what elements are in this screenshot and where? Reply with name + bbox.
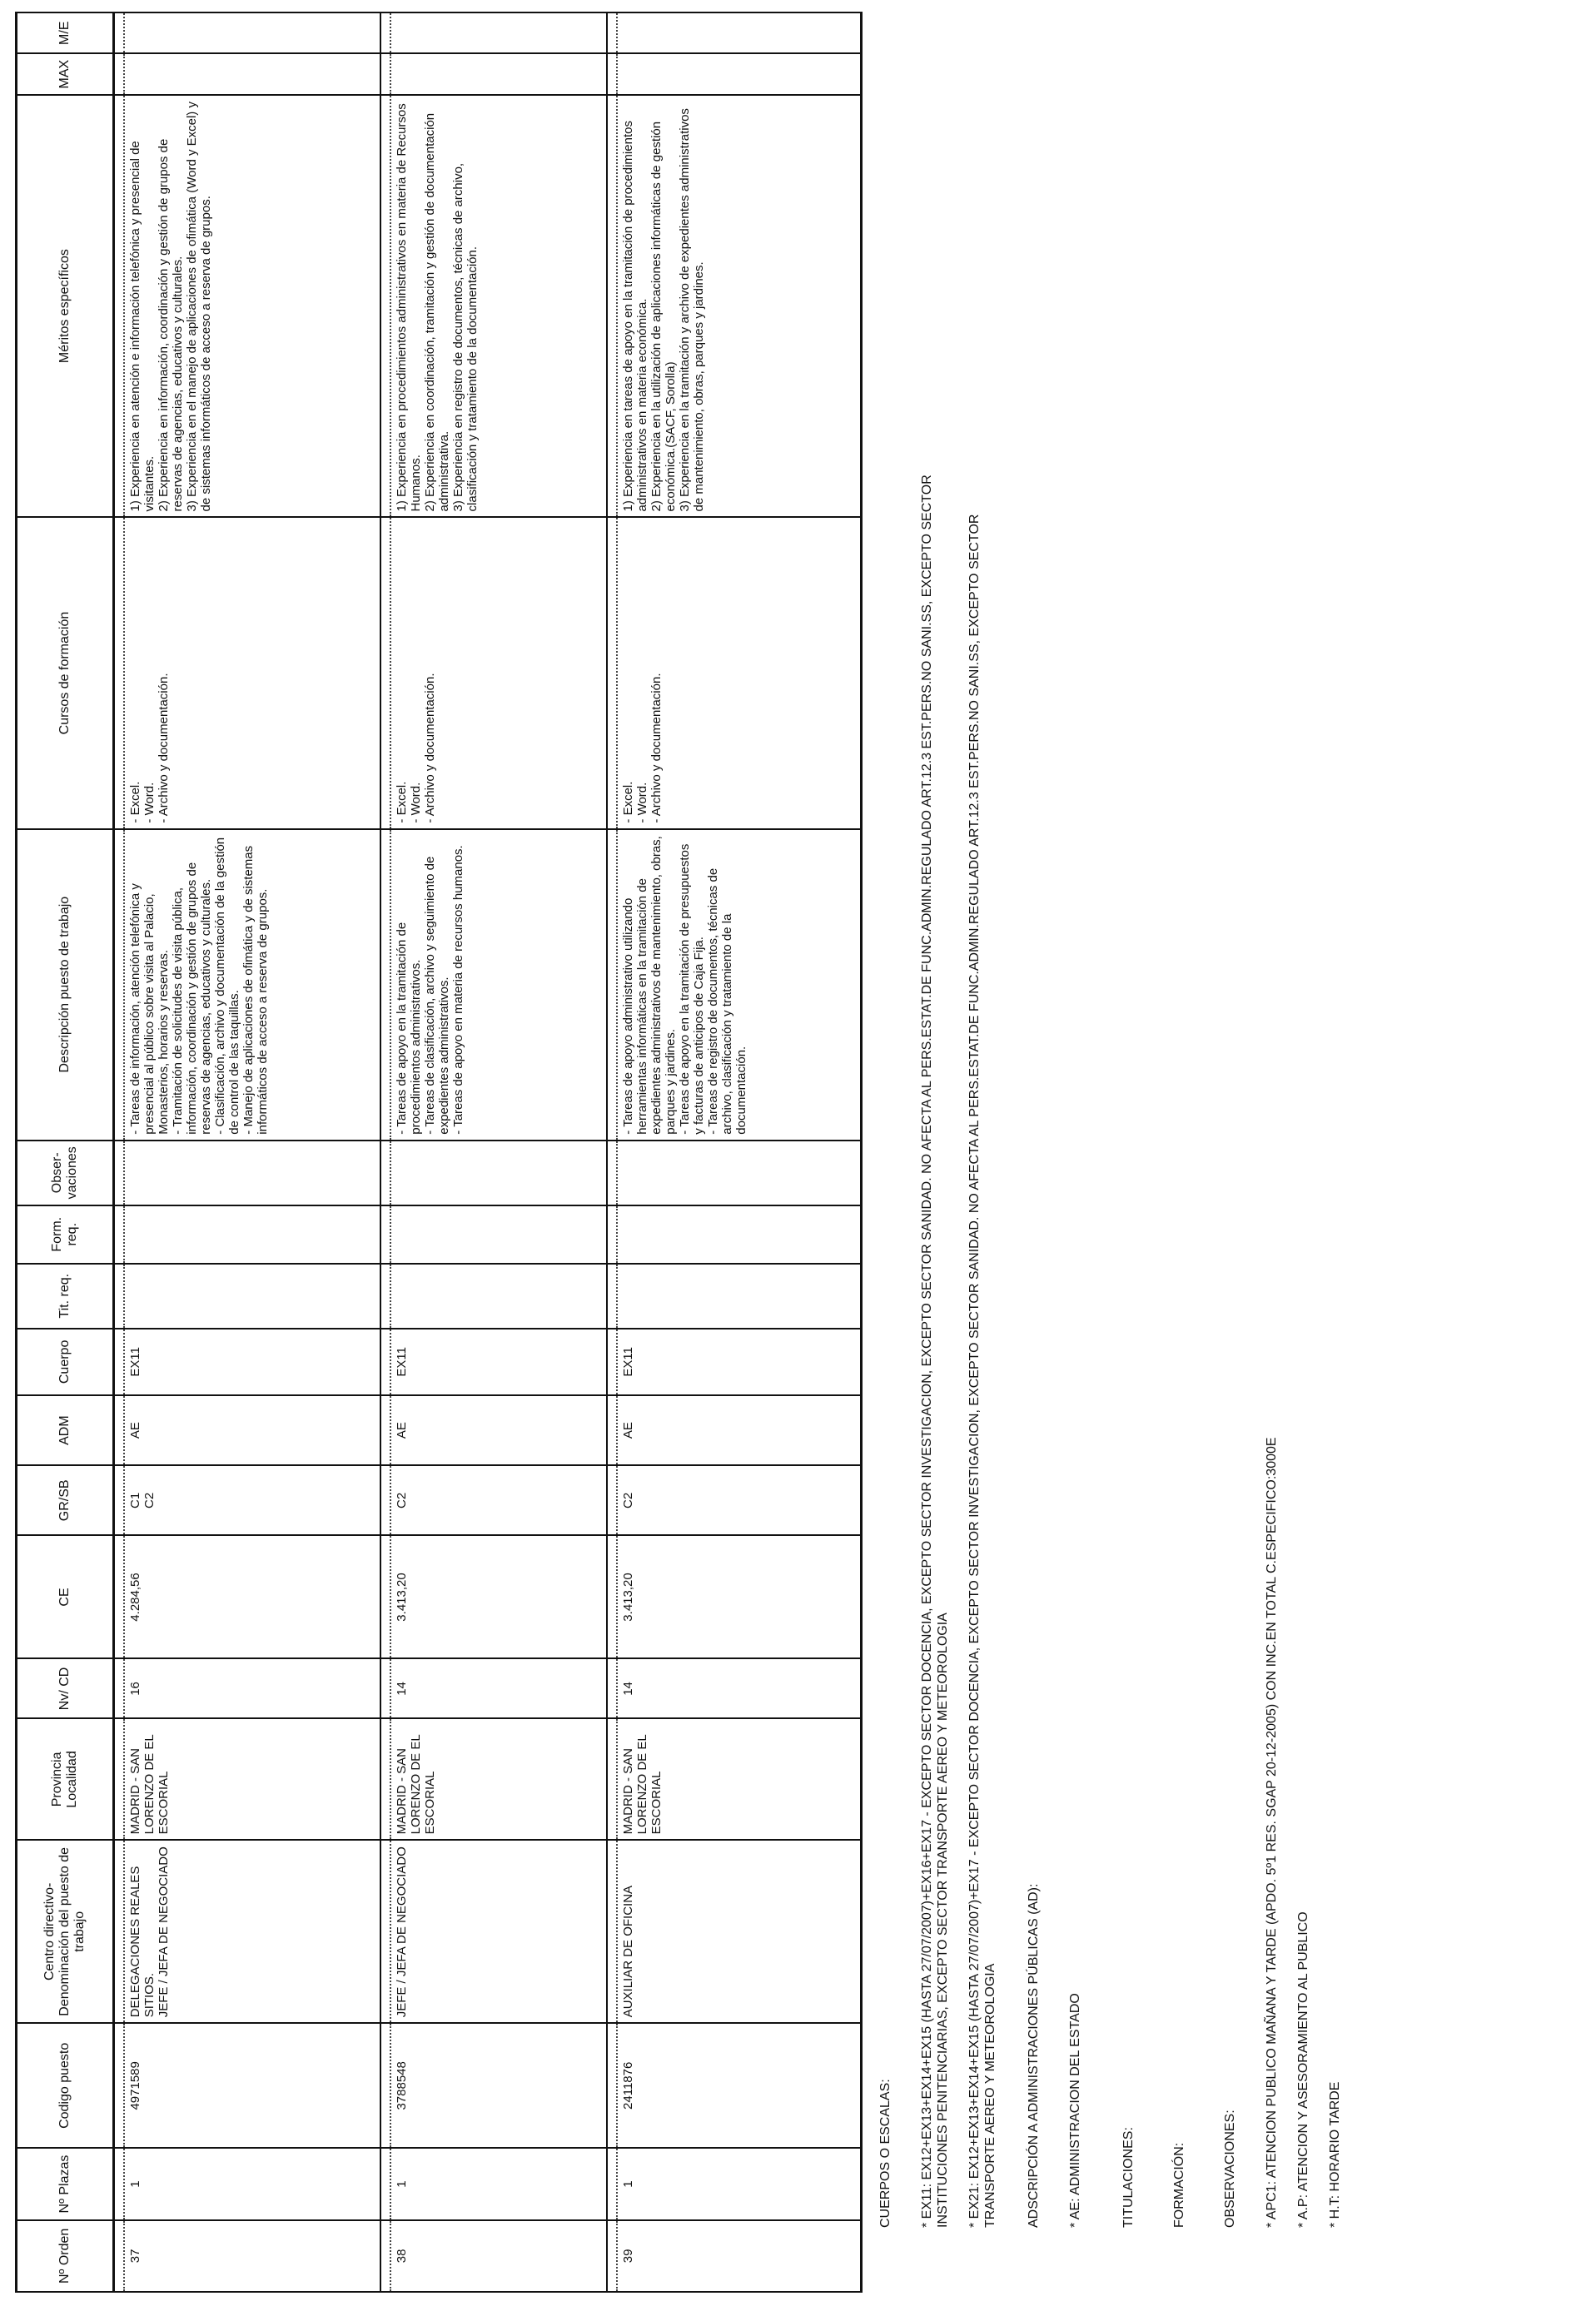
header-provincia: Provincia Localidad [17, 1718, 114, 1840]
cell-codigo: 3788548 [390, 2023, 607, 2148]
header-ce: CE [17, 1535, 114, 1658]
cell-observaciones [124, 1141, 380, 1205]
header-orden: Nº Orden [17, 2220, 114, 2292]
cell-ce: 4.284,56 [124, 1535, 380, 1658]
cell-provincia: MADRID - SAN LORENZO DE EL ESCORIAL [617, 1718, 862, 1840]
vacancies-table [15, 12, 863, 2293]
header-me: M/E [17, 12, 114, 53]
adscripcion-title: ADSCRIPCIÓN A ADMINISTRACIONES PÚBLICAS (AD): [1027, 1883, 1041, 2228]
cell-me [390, 12, 607, 53]
table-header [17, 12, 114, 2292]
cell-provincia: MADRID - SAN LORENZO DE EL ESCORIAL [390, 1718, 607, 1840]
cell-cuerpo: EX11 [124, 1329, 380, 1395]
cell-descripcion: - Tareas de información, atención telefónica y presencial al público sobre visita al Palacio, Monasterios, horarios y reservas. - Tramitación de solicitudes de visita pública, información, coordinación y gestión de grupos de reservas de agencias, educativos y culturales. - Clasificación, archivo y documentación de la gestión de control de las taquillas. - Manejo de aplicaciones de ofimática y de sistemas informáticos de acceso a reserva de grupos. [124, 829, 380, 1141]
formacion-title: FORMACIÓN: [1172, 2142, 1186, 2228]
observacion-item: * APC1: ATENCION PUBLICO MAÑANA Y TARDE (APDO. 5º1 RES. SGAP 20-12-2005) CON INC.EN TOTAL C.ESPECIFICO:3000E [1265, 1437, 1279, 2228]
cell-orden: 37 [124, 2220, 380, 2292]
header-centro: Centro directivo- Denominación del puesto de trabajo [17, 1840, 114, 2023]
header-descripcion: Descripción puesto de trabajo [17, 829, 114, 1141]
cell-meritos: 1) Experiencia en tareas de apoyo en la tramitación de procedimientos administrativos en materia económica. 2) Experiencia en la utilización de aplicaciones informáticas de gestión económica.(SACF, Sorolla) 3) Experiencia en la tramitación y archivo de expedientes administrativos de mantenimiento, obras, parques y jardines. [617, 95, 862, 518]
cell-descripcion: - Tareas de apoyo en la tramitación de procedimientos administrativos. - Tareas de clasificación, archivo y seguimiento de expedientes administrativos. - Tareas de apoyo en materia de recursos humanos. [390, 829, 607, 1141]
cell-observaciones [617, 1141, 862, 1205]
header-cursos: Cursos de formación [17, 517, 114, 828]
cell-ce: 3.413,20 [390, 1535, 607, 1658]
cell-centro [390, 1840, 607, 2023]
row-spacer [380, 12, 390, 2292]
adscripcion-item: * AE: ADMINISTRACION DEL ESTADO [1068, 1993, 1082, 2228]
header-max: MAX [17, 53, 114, 94]
header-nivel: Nv/ CD [17, 1658, 114, 1718]
cell-cuerpo: EX11 [390, 1329, 607, 1395]
cell-plazas: 1 [617, 2148, 862, 2219]
header-titulacion: Tit. req. [17, 1264, 114, 1329]
cell-cursos: - Excel. - Word. - Archivo y documentación. [124, 517, 380, 828]
cuerpo-item: * EX21: EX12+EX13+EX14+EX15 (HASTA 27/07/2007)+EX17 - EXCEPTO SECTOR DOCENCIA, EXCEPTO SECTOR INVESTIGACION, EXCEPTO SECTOR SANIDAD. NO AFECTA AL PERS.ESTAT.DE FUNC.ADMIN.REGULADO ART.12.3 EST.PERS.NO SANI.SS, EXCEPTO SECTOR TRANSPORTE AEREO Y METEOROLOGIA [967, 514, 997, 2228]
cell-nivel: 14 [617, 1658, 862, 1718]
row-spacer [114, 12, 125, 2292]
header-grupo: GR/SB [17, 1465, 114, 1535]
cell-centro [617, 1840, 862, 2023]
cuerpos-title: CUERPOS O ESCALAS: [878, 2079, 892, 2228]
observaciones-list [1248, 22, 1359, 2228]
cell-grupo: C2 [617, 1465, 862, 1535]
cell-puesto: JEFE / JEFA DE NEGOCIADO [157, 1846, 171, 2018]
cell-grupo: C2 [390, 1465, 607, 1535]
cell-centro [124, 1840, 380, 2023]
cuerpo-item: * EX11: EX12+EX13+EX14+EX15 (HASTA 27/07/2007)+EX16+EX17 - EXCEPTO SECTOR DOCENCIA, EXCEPTO SECTOR INVESTIGACION, EXCEPTO SECTOR SANIDAD. NO AFECTA AL PERS.ESTAT.DE FUNC.ADMIN.REGULADO ART.12.3 EST.PERS.NO SANI.SS, EXCEPTO SECTOR INSTITUCIONES PENITENCIARIAS, EXCEPTO SECTOR TRANSPORTE AEREO Y METEOROLOGIA [920, 475, 950, 2228]
header-adm: ADM [17, 1395, 114, 1465]
row-spacer [607, 12, 617, 2292]
cell-meritos: 1) Experiencia en procedimientos administrativos en materia de Recursos Humanos. 2) Experiencia en coordinación, tramitación y gestión de documentación administrativa. 3) Experiencia en registro de documentos, técnicas de archivo, clasificación y tratamiento de la documentación. [390, 95, 607, 518]
header-observaciones: Obser- vaciones [17, 1141, 114, 1205]
cell-codigo: 4971589 [124, 2023, 380, 2148]
table-row [390, 12, 607, 2292]
cell-nivel: 16 [124, 1658, 380, 1718]
cell-adm: AE [390, 1395, 607, 1465]
cell-titulacion [390, 1264, 607, 1329]
cell-max [124, 53, 380, 94]
table-row [617, 12, 862, 2292]
observacion-item: * A.P: ATENCION Y ASESORAMIENTO AL PUBLICO [1296, 1911, 1310, 2228]
cell-puesto: JEFE / JEFA DE NEGOCIADO [395, 1846, 409, 2018]
header-codigo: Codigo puesto [17, 2023, 114, 2148]
cell-orden: 39 [617, 2220, 862, 2292]
cell-cursos: - Excel. - Word. - Archivo y documentación. [617, 517, 862, 828]
header-plazas: Nº Plazas [17, 2148, 114, 2219]
observaciones-title: OBSERVACIONES: [1223, 2110, 1237, 2228]
cell-max [617, 53, 862, 94]
cell-formacion [390, 1205, 607, 1264]
header-formacion: Form. req. [17, 1205, 114, 1264]
cell-descripcion: - Tareas de apoyo administrativo utilizando herramientas informáticas en la tramitación de expedientes administrativos de mantenimiento, obras, parques y jardines. - Tareas de apoyo en la tramitación de presupuestos y facturas de anticipos de Caja Fija. - Tareas de registro de documentos, técnicas de archivo, clasificación y tratamiento de la documentación. [617, 829, 862, 1141]
cell-me [617, 12, 862, 53]
header-meritos: Méritos específicos [17, 95, 114, 518]
cell-titulacion [617, 1264, 862, 1329]
cell-plazas: 1 [124, 2148, 380, 2219]
cell-titulacion [124, 1264, 380, 1329]
cell-observaciones [390, 1141, 607, 1205]
cell-unidad: DELEGACIONES REALES SITIOS. [128, 1866, 157, 2018]
cell-codigo: 2411876 [617, 2023, 862, 2148]
observacion-item: * H.T: HORARIO TARDE [1328, 2081, 1342, 2228]
cell-meritos: 1) Experiencia en atención e información telefónica y presencial de visitantes. 2) Experiencia en información, coordinación y gestión de grupos de reservas de agencias, educativos y culturales. 3) Experiencia en el manejo de aplicaciones de ofimática (Word y Excel) y de sistemas informáticos de acceso a reserva de grupos. [124, 95, 380, 518]
cell-max [390, 53, 607, 94]
cell-ce: 3.413,20 [617, 1535, 862, 1658]
cell-me [124, 12, 380, 53]
cell-orden: 38 [390, 2220, 607, 2292]
cell-nivel: 14 [390, 1658, 607, 1718]
cell-cuerpo: EX11 [617, 1329, 862, 1395]
cell-formacion [124, 1205, 380, 1264]
cell-plazas: 1 [390, 2148, 607, 2219]
cell-adm: AE [617, 1395, 862, 1465]
cell-formacion [617, 1205, 862, 1264]
cell-cursos: - Excel. - Word. - Archivo y documentación. [390, 517, 607, 828]
cell-grupo: C1 C2 [124, 1465, 380, 1535]
table-row [124, 12, 380, 2292]
titulaciones-title: TITULACIONES: [1121, 2127, 1136, 2228]
notes-section [866, 22, 1359, 2228]
adscripcion-list [1052, 22, 1099, 2228]
cell-provincia: MADRID - SAN LORENZO DE EL ESCORIAL [124, 1718, 380, 1840]
cell-puesto: AUXILIAR DE OFICINA [621, 1885, 635, 2018]
cell-adm: AE [124, 1395, 380, 1465]
header-cuerpo: Cuerpo [17, 1329, 114, 1395]
cuerpos-list [903, 22, 1014, 2228]
